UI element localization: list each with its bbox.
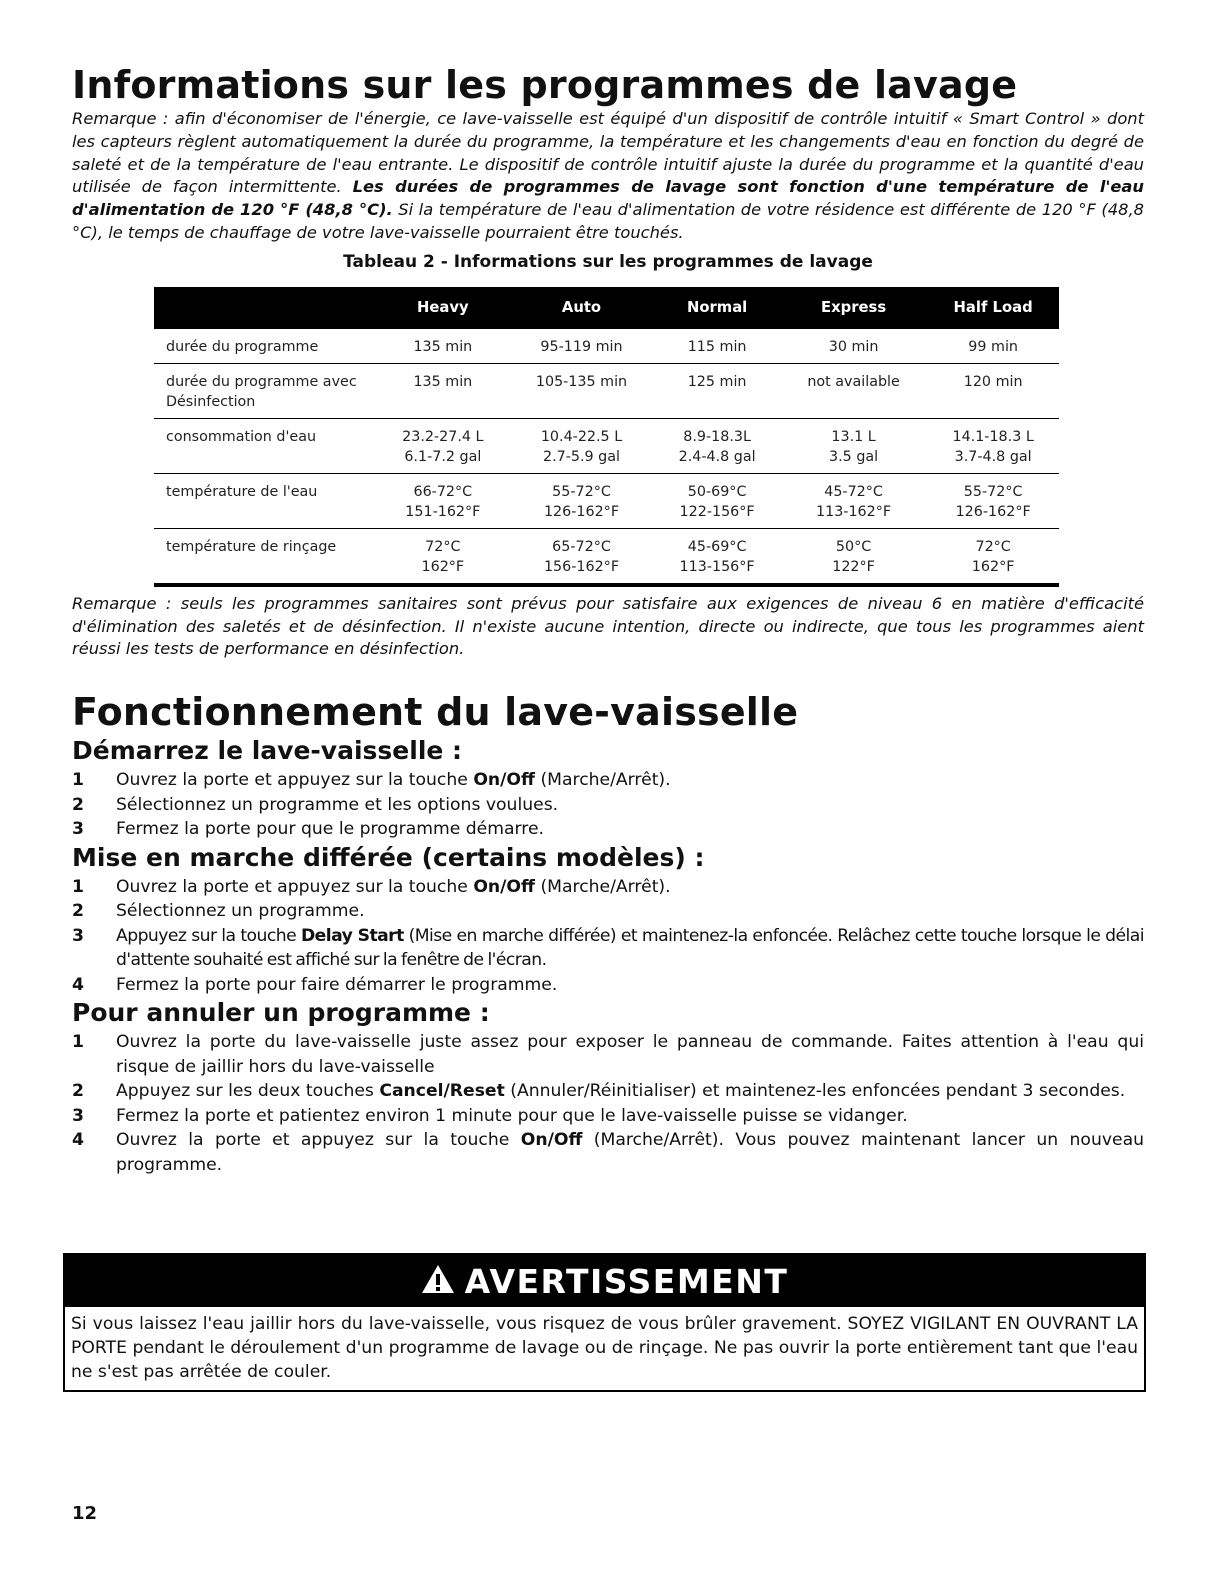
cell-value: 6.1-7.2 gal <box>404 448 482 465</box>
step-text: Appuyez sur la touche <box>116 925 301 946</box>
cell-value: 10.4-22.5 L <box>540 428 623 445</box>
table-cell <box>509 363 655 418</box>
table-cell <box>927 363 1059 418</box>
table-row <box>154 418 1059 473</box>
warning-triangle-icon <box>421 1263 455 1299</box>
cell-value: 113-156°F <box>679 558 755 575</box>
step-number: 4 <box>72 974 84 995</box>
table-cell <box>509 528 655 585</box>
step-list <box>72 768 1144 842</box>
step-item <box>72 875 1144 900</box>
cell-value: 45-69°C <box>687 538 747 555</box>
cell-value: 135 min <box>413 338 473 355</box>
step-key-name: On/Off <box>473 770 535 791</box>
step-text: Sélectionnez un programme et les options voulues. <box>116 794 559 815</box>
step-number: 3 <box>72 819 84 840</box>
cell-value: 13.1 L <box>831 428 876 445</box>
step-item <box>72 973 1144 998</box>
cell-value: 55-72°C <box>963 483 1023 500</box>
table-cell <box>377 473 509 528</box>
step-text: Ouvrez la porte et appuyez sur la touche <box>116 876 474 897</box>
step-item <box>72 1128 1144 1177</box>
table-row <box>154 329 1059 364</box>
table-caption: Tableau 2 - Informations sur les programmes de lavage <box>343 251 873 272</box>
section-heading: Démarrez le lave-vaisselle : <box>72 736 463 766</box>
cell-value: 66-72°C <box>413 483 473 500</box>
cell-value: not available <box>807 373 900 390</box>
step-key-name: On/Off <box>473 876 535 897</box>
cell-value: 30 min <box>828 338 879 355</box>
cell-value: 3.5 gal <box>829 448 879 465</box>
step-text: Fermez la porte pour faire démarrer le programme. <box>116 974 558 995</box>
second-note: Remarque : seuls les programmes sanitaires sont prévus pour satisfaire aux exigences de niveau 6 en matière d'efficacité d'élimination des saletés et de désinfection. Il n'existe aucune intention, directe ou indirecte, que tous les programmes aient réussi les tests de performance en désinfection. <box>72 593 1144 659</box>
intro-note <box>72 108 1144 245</box>
table-cell <box>780 363 927 418</box>
step-number: 4 <box>72 1130 84 1151</box>
row-label: consommation d'eau <box>154 418 377 473</box>
cell-value: 72°C <box>975 538 1011 555</box>
step-item <box>72 1104 1144 1129</box>
cell-value: 2.4-4.8 gal <box>678 448 756 465</box>
table-cell <box>377 363 509 418</box>
cell-value: 122-156°F <box>679 503 755 520</box>
intro-note-bold: Les durées de programmes de lavage sont fonction d'une température de l'eau d'alimentation de 120 °F (48,8 °C). <box>72 177 1145 220</box>
step-text: Fermez la porte et patientez environ 1 minute pour que le lave-vaisselle puisse se vidanger. <box>116 1105 908 1126</box>
page-number: 12 <box>72 1503 98 1524</box>
step-item <box>72 768 1144 793</box>
step-number: 2 <box>72 794 84 815</box>
row-label: durée du programme avec Désinfection <box>154 363 377 418</box>
cell-value: 135 min <box>413 373 473 390</box>
table-cell <box>780 418 927 473</box>
cell-value: 151-162°F <box>405 503 481 520</box>
row-label: température de l'eau <box>154 473 377 528</box>
step-number: 3 <box>72 1105 84 1126</box>
column-header-normal: Normal <box>654 287 780 329</box>
cell-value: 99 min <box>968 338 1018 355</box>
cell-value: 105-135 min <box>535 373 628 390</box>
table-cell <box>654 418 780 473</box>
column-header-heavy: Heavy <box>377 287 509 329</box>
step-number: 2 <box>72 901 84 922</box>
step-text: Fermez la porte pour que le programme démarre. <box>116 819 545 840</box>
step-item <box>72 924 1144 973</box>
warning-text: Si vous laissez l'eau jaillir hors du lave-vaisselle, vous risquez de vous brûler gravement. SOYEZ VIGILANT EN OUVRANT LA PORTE pendant le déroulement d'un programme de lavage ou de rinçage. Ne pas ouvrir la porte entièrement tant que l'eau ne s'est pas arrêtée de couler. <box>71 1314 1138 1382</box>
operation-title: Fonctionnement du lave-vaisselle <box>72 690 799 735</box>
step-number: 3 <box>72 925 84 946</box>
step-text: Sélectionnez un programme. <box>116 901 365 922</box>
operation-sections <box>72 735 1144 1177</box>
table-cell <box>654 363 780 418</box>
cell-value: 45-72°C <box>824 483 883 500</box>
step-list <box>72 875 1144 998</box>
step-text: Ouvrez la porte du lave-vaisselle juste assez pour exposer le panneau de commande. Faites attention à l'eau qui risque de jaillir hors du lave-vaisselle <box>116 1032 1144 1077</box>
table-cell <box>377 418 509 473</box>
table-cell <box>780 473 927 528</box>
page-title: Informations sur les programmes de lavage <box>72 63 1018 107</box>
step-text-after: (Marche/Arrêt). <box>534 876 671 897</box>
table-cell <box>927 329 1059 364</box>
warning-title: AVERTISSEMENT <box>464 1261 789 1301</box>
step-number: 1 <box>72 1032 84 1053</box>
step-item <box>72 1030 1144 1079</box>
table-row <box>154 528 1059 585</box>
table-header-row <box>154 287 1059 329</box>
cell-value: 162°F <box>971 558 1015 575</box>
cell-value: 126-162°F <box>543 503 620 520</box>
table-cell <box>509 418 655 473</box>
program-info-table <box>154 287 1059 587</box>
step-item <box>72 793 1144 818</box>
step-text-after: (Annuler/Réinitialiser) et maintenez-les enfoncées pendant 3 secondes. <box>504 1081 1126 1102</box>
section-heading: Mise en marche différée (certains modèles) : <box>72 842 705 872</box>
table-cell <box>654 473 780 528</box>
row-label: température de rinçage <box>154 528 377 585</box>
step-number: 2 <box>72 1081 84 1102</box>
table-corner-cell <box>154 287 377 329</box>
step-number: 1 <box>72 876 84 897</box>
cell-value: 50-69°C <box>687 483 747 500</box>
step-item <box>72 817 1144 842</box>
column-header-express: Express <box>780 287 927 329</box>
table-cell <box>509 473 655 528</box>
cell-value: 126-162°F <box>955 503 1031 520</box>
step-number: 1 <box>72 770 84 791</box>
table-cell <box>927 418 1059 473</box>
cell-value: 115 min <box>687 338 747 355</box>
intro-note-text-1: Remarque : afin d'économiser de l'énergie, ce lave-vaisselle est équipé d'un dispositif de contrôle intuitif « Smart Control » dont les capteurs règlent automatiquement la durée du programme, la température et les changements d'eau en fonction du degré de saleté et de la température de l'eau entrante. Le dispositif de contrôle intuitif ajuste la durée du programme et la quantité d'eau utilisée de façon intermittente. <box>72 109 1144 197</box>
table-cell <box>927 473 1059 528</box>
step-text-after: (Marche/Arrêt). <box>534 770 671 791</box>
cell-value: 125 min <box>687 373 747 390</box>
cell-value: 3.7-4.8 gal <box>954 448 1032 465</box>
table-cell <box>780 329 927 364</box>
table-row <box>154 363 1059 418</box>
row-label: durée du programme <box>154 329 377 364</box>
cell-value: 122°F <box>832 558 875 575</box>
step-text-after: (Marche/Arrêt). Vous pouvez maintenant lancer un nouveau programme. <box>116 1130 1145 1175</box>
cell-value: 113-162°F <box>816 503 892 520</box>
cell-value: 2.7-5.9 gal <box>543 448 620 465</box>
cell-value: 162°F <box>421 558 465 575</box>
table-cell <box>780 528 927 585</box>
cell-value: 23.2-27.4 L <box>402 428 484 445</box>
cell-value: 14.1-18.3 L <box>952 428 1034 445</box>
step-text-after: (Mise en marche différée) et maintenez-la enfoncée. Relâchez cette touche lorsque le délai d'attente souhaité est affiché sur la fenêtre de l'écran. <box>116 925 1144 971</box>
step-item <box>72 899 1144 924</box>
table-cell <box>654 329 780 364</box>
step-text: Ouvrez la porte et appuyez sur la touche <box>116 1130 521 1151</box>
warning-header <box>65 1255 1144 1307</box>
cell-value: 72°C <box>425 538 461 555</box>
intro-note-text-2: Si la température de l'eau d'alimentation de votre résidence est différente de 120 °F (48,8 °C), le temps de chauffage de votre lave-vaisselle pourraient être touchés. <box>72 200 1144 242</box>
step-list <box>72 1030 1144 1177</box>
step-text: Ouvrez la porte et appuyez sur la touche <box>116 770 474 791</box>
cell-value: 8.9-18.3L <box>683 428 751 445</box>
table-cell <box>377 329 509 364</box>
table-body <box>154 329 1059 585</box>
table-cell <box>377 528 509 585</box>
step-text: Appuyez sur les deux touches <box>116 1081 380 1102</box>
page-content <box>72 62 1144 1177</box>
warning-box <box>63 1253 1146 1392</box>
cell-value: 156-162°F <box>543 558 620 575</box>
cell-value: 95-119 min <box>540 338 623 355</box>
cell-value: 65-72°C <box>552 538 611 555</box>
step-key-name: Cancel/Reset <box>379 1081 505 1102</box>
table-cell <box>654 528 780 585</box>
cell-value: 50°C <box>835 538 872 555</box>
step-key-name: Delay Start <box>300 925 404 946</box>
section-heading: Pour annuler un programme : <box>72 998 490 1028</box>
step-item <box>72 1079 1144 1104</box>
cell-value: 55-72°C <box>552 483 611 500</box>
cell-value: 120 min <box>963 373 1023 390</box>
table-cell <box>927 528 1059 585</box>
column-header-half-load: Half Load <box>927 287 1059 329</box>
step-key-name: On/Off <box>520 1130 583 1151</box>
table-row <box>154 473 1059 528</box>
column-header-auto: Auto <box>509 287 655 329</box>
table-cell <box>509 329 655 364</box>
